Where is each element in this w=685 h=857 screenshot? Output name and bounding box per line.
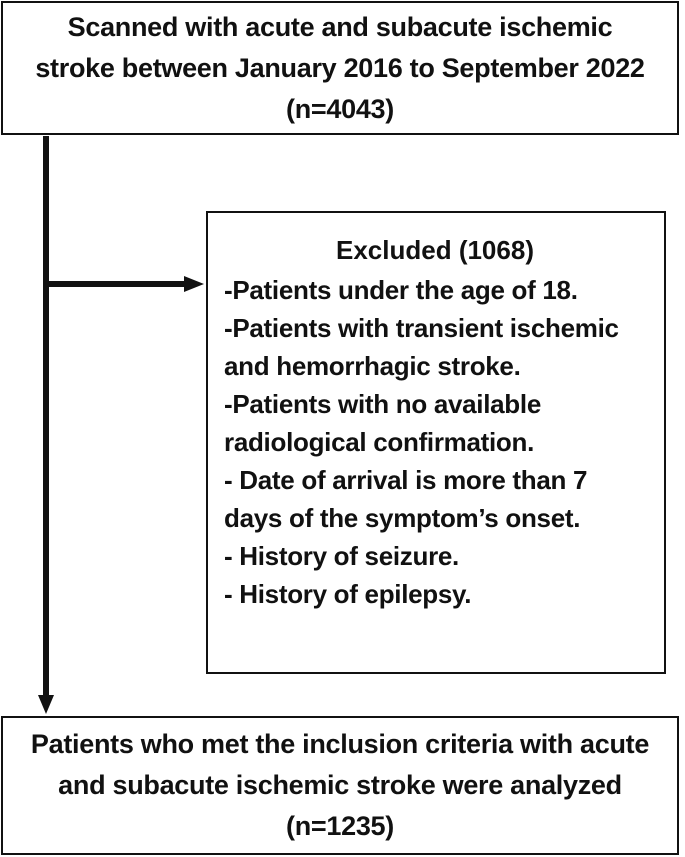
exclusion-title: Excluded (1068) [336,235,534,265]
analyzed-patients-text: Patients who met the inclusion criteria with acute and subacute ischemic stroke were analyzed (n=1235) [30,729,650,841]
exclusion-branch-arrowhead [184,276,204,292]
exclusion-item-seizure: - History of seizure. [224,541,459,571]
screened-patients-text: Scanned with acute and subacute ischemic stroke between January 2016 to September 2022 (n=4043) [35,11,645,124]
main-flow-arrowhead [38,695,54,714]
exclusion-item-late-arrival: - Date of arrival is more than 7 days of the symptom’s onset. [224,465,588,533]
exclusion-item-epilepsy: - History of epilepsy. [224,579,472,609]
screened-patients-box [1,1,679,135]
analyzed-patients-box [1,716,679,855]
exclusion-item-no-radiology: -Patients with no available radiological confirmation. [224,389,541,457]
exclusion-item-transient-hemorrhagic: -Patients with transient ischemic and hemorrhagic stroke. [224,313,619,381]
exclusion-item-age: -Patients under the age of 18. [224,275,578,305]
exclusion-box [206,211,666,674]
